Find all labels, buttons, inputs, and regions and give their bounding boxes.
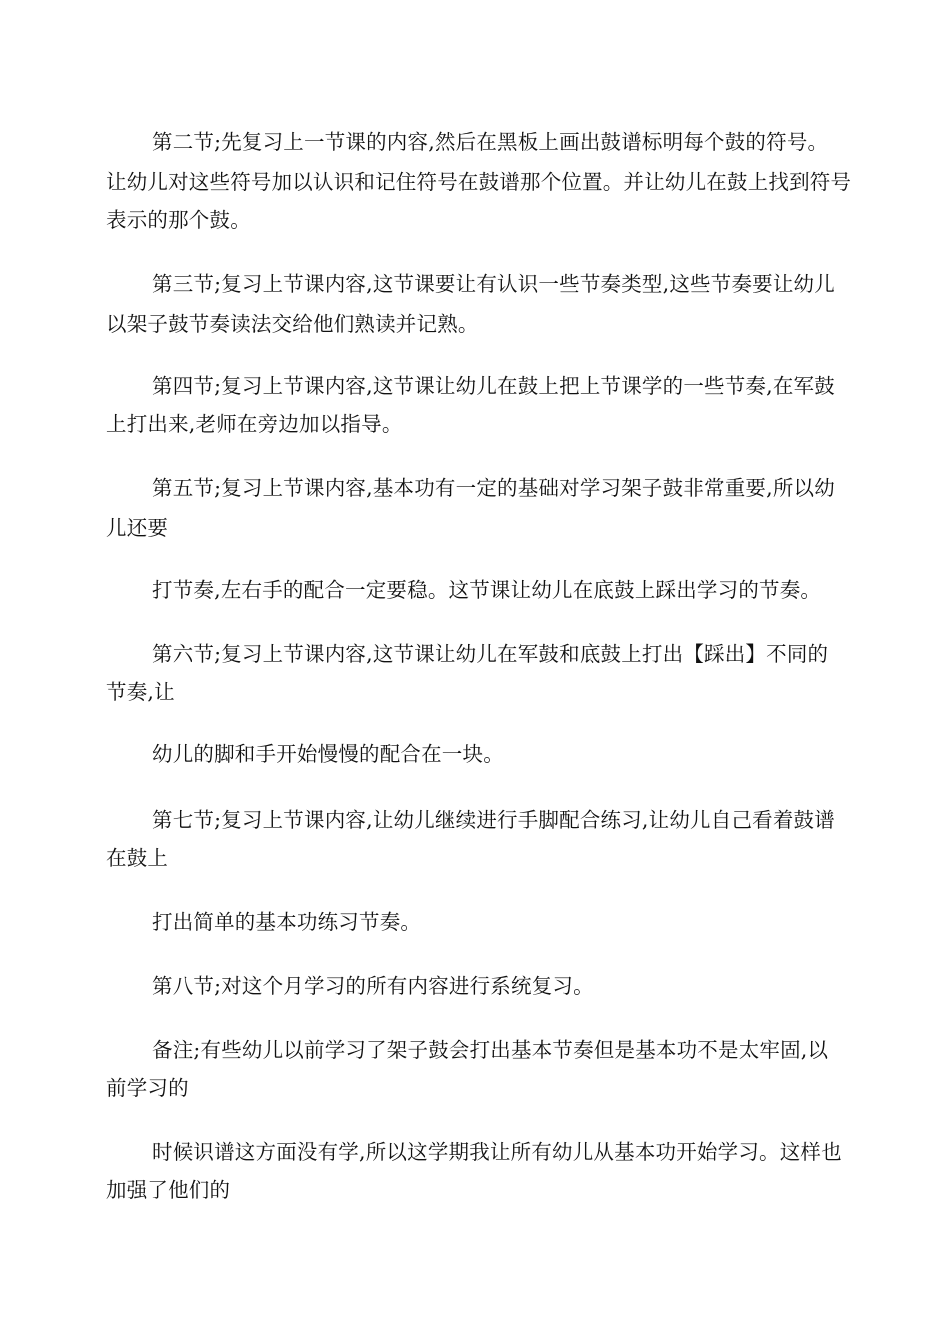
paragraph-line: 儿还要: [106, 516, 169, 540]
paragraph-line: 第五节;复习上节课内容,基本功有一定的基础对学习架子鼓非常重要,所以幼: [152, 476, 835, 500]
paragraph-line: 加强了他们的: [106, 1178, 231, 1202]
paragraph-line: 第七节;复习上节课内容,让幼儿继续进行手脚配合练习,让幼儿自己看着鼓谱: [152, 808, 835, 832]
paragraph-line: 第四节;复习上节课内容,这节课让幼儿在鼓上把上节课学的一些节奏,在军鼓: [152, 374, 835, 398]
paragraph-line: 上打出来,老师在旁边加以指导。: [106, 412, 403, 436]
paragraph-line: 第六节;复习上节课内容,这节课让幼儿在军鼓和底鼓上打出【踩出】不同的: [152, 642, 829, 666]
paragraph-line: 打节奏,左右手的配合一定要稳。这节课让幼儿在底鼓上踩出学习的节奏。: [152, 578, 822, 602]
paragraph-line: 第三节;复习上节课内容,这节课要让有认识一些节奏类型,这些节奏要让幼儿: [152, 272, 835, 296]
paragraph-line: 让幼儿对这些符号加以认识和记住符号在鼓谱那个位置。并让幼儿在鼓上找到符号: [106, 170, 852, 194]
paragraph-line: 在鼓上: [106, 846, 169, 870]
paragraph-line: 节奏,让: [106, 680, 175, 704]
paragraph-line: 第八节;对这个月学习的所有内容进行系统复习。: [152, 974, 594, 998]
paragraph-line: 表示的那个鼓。: [106, 208, 251, 232]
paragraph-line: 时候识谱这方面没有学,所以这学期我让所有幼儿从基本功开始学习。这样也: [152, 1140, 842, 1164]
paragraph-line: 前学习的: [106, 1076, 189, 1100]
paragraph-line: 第二节;先复习上一节课的内容,然后在黑板上画出鼓谱标明每个鼓的符号。: [152, 130, 829, 154]
paragraph-line: 以架子鼓节奏读法交给他们熟读并记熟。: [106, 312, 479, 336]
paragraph-line: 幼儿的脚和手开始慢慢的配合在一块。: [152, 742, 504, 766]
paragraph-line: 备注;有些幼儿以前学习了架子鼓会打出基本节奏但是基本功不是太牢固,以: [152, 1038, 829, 1062]
paragraph-line: 打出简单的基本功练习节奏。: [152, 910, 422, 934]
